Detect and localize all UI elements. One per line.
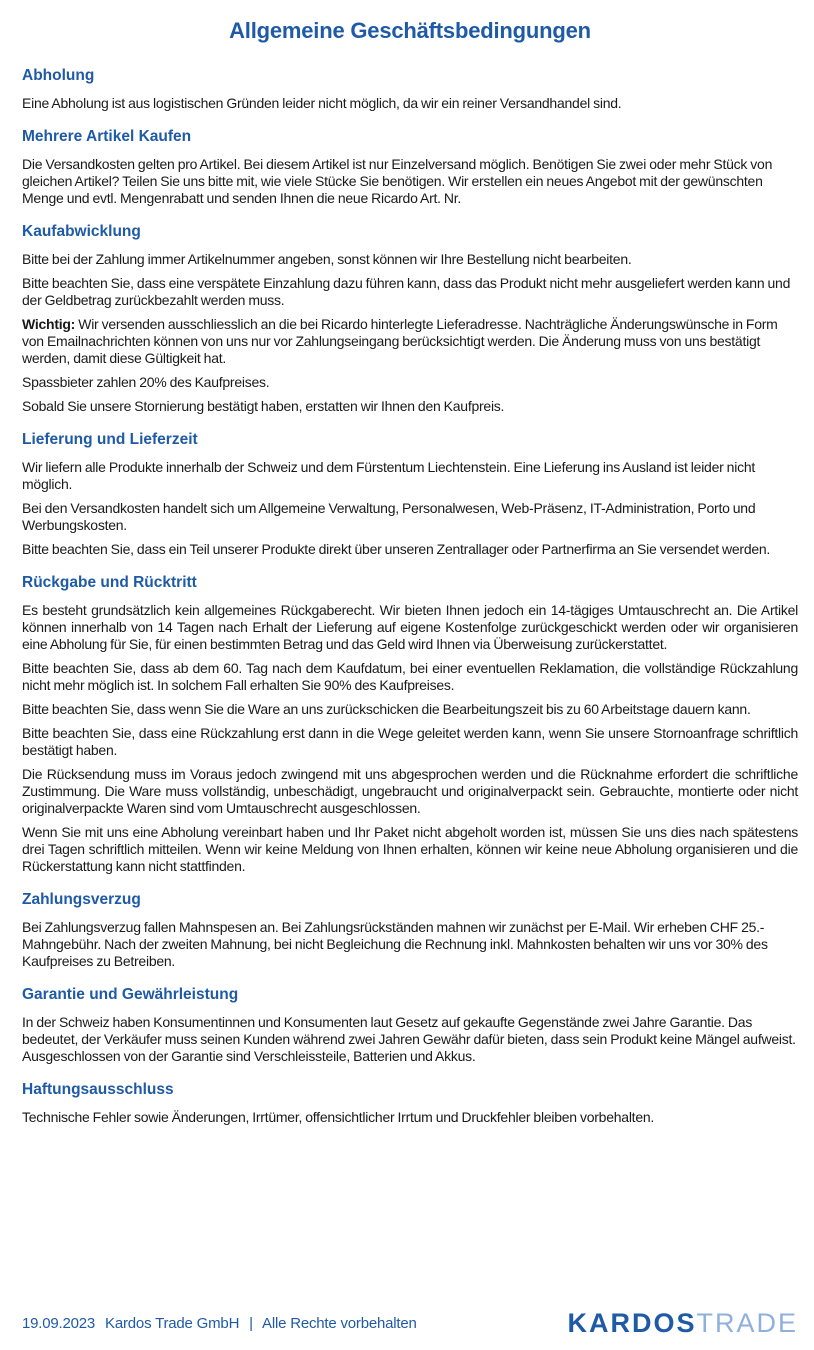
section-garantie [22,985,798,1065]
paragraph: Spassbieter zahlen 20% des Kaufpreises. [22,374,270,390]
important-text: Wir versenden ausschliesslich an die bei Ricardo hinterlegte Lieferadresse. Nachträgliche Änderungswünsche in Form von Emailnachrichten können von uns nur vor Zahlungseingang berücksichtigt werden. Die Änderung muss von uns bestätigt werden, damit diese Gültigkeit hat. [22,316,778,366]
section-heading: Rückgabe und Rücktritt [22,574,197,591]
section-heading: Haftungsausschluss [22,1081,174,1098]
paragraph: Bitte beachten Sie, dass eine verspätete Einzahlung dazu führen kann, dass das Produkt nicht mehr ausgeliefert werden kann und der Geldbetrag zurückbezahlt werden muss. [22,275,791,308]
paragraph: Bitte beachten Sie, dass ein Teil unserer Produkte direkt über unseren Zentrallager oder Partnerfirma an Sie versendet werden. [22,541,771,557]
footer-separator: | [249,1314,253,1332]
footer-date: 19.09.2023 [22,1314,96,1332]
footer-company: Kardos Trade GmbH [105,1314,240,1332]
paragraph-important [22,316,798,367]
paragraph: Bitte beachten Sie, dass wenn Sie die Ware an uns zurückschicken die Bearbeitungszeit bis zu 60 Arbeitstage dauern kann. [22,701,751,717]
section-heading: Kaufabwicklung [22,223,141,240]
footer-rights: Alle Rechte vorbehalten [262,1314,417,1332]
section-rueckgabe [22,573,798,875]
section-mehrere-artikel [22,127,798,207]
logo-wordmark-light: TRADE [696,1307,798,1338]
footer-text [22,1315,417,1332]
document [22,14,798,1141]
paragraph: Technische Fehler sowie Änderungen, Irrtümer, offensichtlicher Irrtum und Druckfehler bleiben vorbehalten. [22,1109,655,1125]
paragraph: Bitte beachten Sie, dass eine Rückzahlung erst dann in die Wege geleitet werden kann, wenn Sie unsere Stornoanfrage schriftlich bestätigt haben. [22,725,798,758]
logo-wordmark-strong: KARDOS [567,1307,697,1338]
section-heading: Abholung [22,67,95,84]
paragraph: Wir liefern alle Produkte innerhalb der Schweiz und dem Fürstentum Liechtenstein. Eine Lieferung ins Ausland ist leider nicht möglich. [22,459,755,492]
paragraph: Bei den Versandkosten handelt sich um Allgemeine Verwaltung, Personalwesen, Web-Präsenz, IT-Administration, Porto und Werbungskosten. [22,500,756,533]
company-logo [567,1308,798,1339]
paragraph: Die Versandkosten gelten pro Artikel. Bei diesem Artikel ist nur Einzelversand möglich. Benötigen Sie zwei oder mehr Stück von gleichen Artikel? Teilen Sie uns bitte mit, wie viele Stücke Sie benötigen. Wir erstellen ein neues Angebot mit der gewünschten Menge und evtl. Mengenrabatt und senden Ihnen die neue Ricardo Art. Nr. [22,156,773,206]
section-heading: Garantie und Gewährleistung [22,986,239,1003]
section-lieferung [22,430,798,558]
paragraph: Es besteht grundsätzlich kein allgemeines Rückgaberecht. Wir bieten Ihnen jedoch ein 14-tägiges Umtauschrecht an. Die Artikel können innerhalb von 14 Tagen nach Erhalt der Lieferung auf eigene Kostenfolge zurückgeschickt werden oder wir organisieren eine Abholung für Sie, für einen bestimmten Betrag und das Geld wird Ihnen via Überweisung zurückerstattet. [22,602,798,652]
paragraph: Eine Abholung ist aus logistischen Gründen leider nicht möglich, da wir ein reiner Versandhandel sind. [22,95,622,111]
page-title: Allgemeine Geschäftsbedingungen [229,18,591,43]
paragraph: Bitte bei der Zahlung immer Artikelnummer angeben, sonst können wir Ihre Bestellung nicht bearbeiten. [22,251,632,267]
section-haftung [22,1080,798,1126]
section-kaufabwicklung [22,222,798,415]
footer [22,1308,798,1338]
important-label: Wichtig: [22,316,76,332]
section-abholung [22,66,798,112]
section-zahlungsverzug [22,890,798,970]
paragraph: Wenn Sie mit uns eine Abholung vereinbart haben und Ihr Paket nicht abgeholt worden ist, müssen Sie uns dies nach spätestens drei Tagen schriftlich mitteilen. Wenn wir keine Meldung von Ihnen erhalten, können wir keine neue Abholung organisieren und die Rückerstattung kann nicht stattfinden. [22,824,798,874]
paragraph: In der Schweiz haben Konsumentinnen und Konsumenten laut Gesetz auf gekaufte Gegenstände zwei Jahre Garantie. Das bedeutet, der Verkäufer muss seinen Kunden während zwei Jahren Gewähr dafür bieten, dass sein Produkt keine Mängel aufweist. Ausgeschlossen von der Garantie sind Verschleissteile, Batterien und Akkus. [22,1014,796,1064]
section-heading: Zahlungsverzug [22,891,141,908]
section-heading: Lieferung und Lieferzeit [22,431,198,448]
paragraph: Bei Zahlungsverzug fallen Mahnspesen an. Bei Zahlungsrückständen mahnen wir zunächst per E-Mail. Wir erheben CHF 25.- Mahngebühr. Nach der zweiten Mahnung, bei nicht Begleichung die Rechnung inkl. Mahnkosten behalten wir uns vor 30% des Kaufpreises zu Betreiben. [22,919,768,969]
paragraph: Sobald Sie unsere Stornierung bestätigt haben, erstatten wir Ihnen den Kaufpreis. [22,398,505,414]
paragraph: Bitte beachten Sie, dass ab dem 60. Tag nach dem Kaufdatum, bei einer eventuellen Reklamation, die vollständige Rückzahlung nicht mehr möglich ist. In solchem Fall erhalten Sie 90% des Kaufpreises. [22,660,798,693]
paragraph: Die Rücksendung muss im Voraus jedoch zwingend mit uns abgesprochen werden und die Rücknahme erfordert die schriftliche Zustimmung. Die Ware muss vollständig, unbeschädigt, ungebraucht und originalverpackt sein. Gebrauchte, montierte oder nicht originalverpackte Waren sind vom Umtauschrecht ausgeschlossen. [22,766,798,816]
section-heading: Mehrere Artikel Kaufen [22,128,192,145]
